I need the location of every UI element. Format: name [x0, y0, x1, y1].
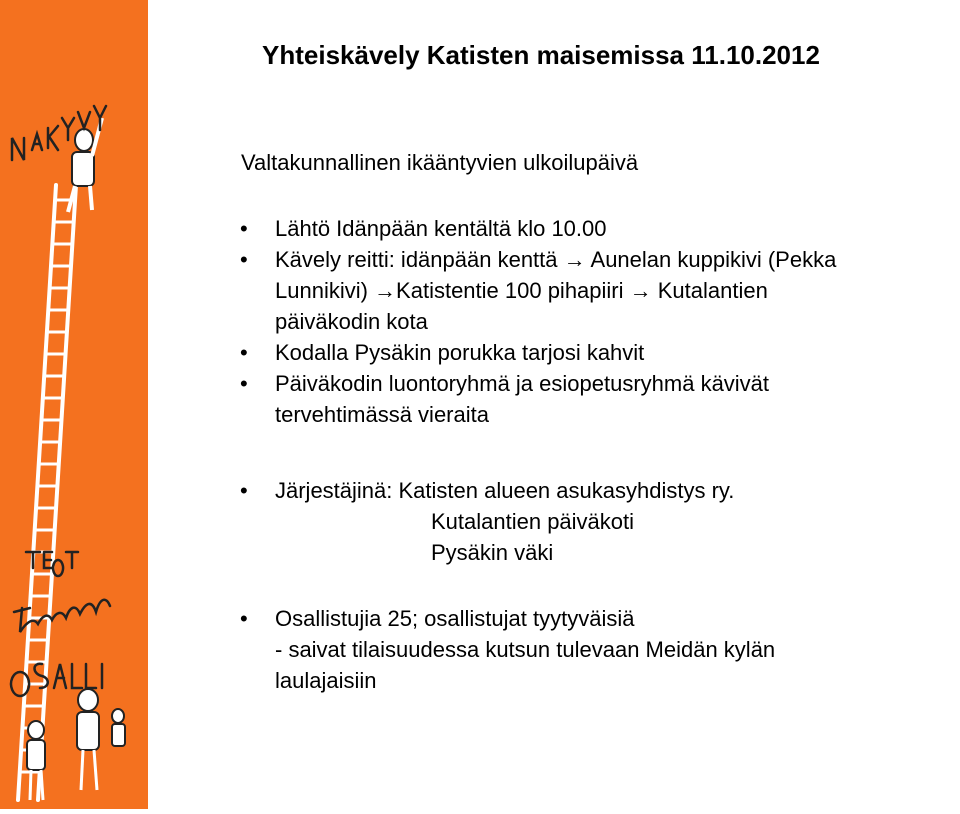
- slide-title: Yhteiskävely Katisten maisemissa 11.10.2012: [262, 40, 820, 70]
- bullet-icon: •: [240, 371, 248, 396]
- bullet-icon: •: [240, 216, 248, 241]
- list-item: [240, 475, 952, 506]
- list-item: [240, 603, 952, 634]
- bullet-icon: •: [240, 247, 248, 272]
- list-item-text: Osallistujia 25; osallistujat tyytyväisiä: [275, 606, 635, 631]
- list-item: [240, 213, 952, 244]
- list-item-continuation: tervehtimässä vieraita: [275, 402, 489, 427]
- list-item-continuation: laulajaisiin: [275, 668, 377, 693]
- bullet-list-organizers: [240, 475, 952, 568]
- list-item-continuation: Lunnikivi) →Katistentie 100 pihapiiri → Kutalantien: [275, 278, 768, 303]
- list-item-text: Kävely reitti: idänpään kenttä → Aunelan kuppikivi (Pekka: [275, 247, 837, 272]
- list-item-text: Päiväkodin luontoryhmä ja esiopetusryhmä kävivät: [275, 371, 770, 396]
- organizer-name: Pysäkin väki: [431, 540, 554, 565]
- list-item: [240, 244, 952, 275]
- bullet-list-participants: [240, 603, 952, 696]
- bullet-icon: •: [240, 340, 248, 365]
- list-item-continuation: päiväkodin kota: [275, 309, 428, 334]
- slide-subtitle: Valtakunnallinen ikääntyvien ulkoilupäivä: [241, 150, 639, 175]
- organizer-name: Kutalantien päiväkoti: [431, 509, 635, 534]
- list-item-text: Järjestäjinä: Katisten alueen asukasyhdistys ry.: [275, 478, 735, 503]
- list-item: [240, 337, 952, 368]
- bullet-icon: •: [240, 478, 248, 503]
- list-item: [240, 368, 952, 399]
- list-item-text: Kodalla Pysäkin porukka tarjosi kahvit: [275, 340, 645, 365]
- bullet-icon: •: [240, 606, 248, 631]
- list-item-text: Lähtö Idänpään kentältä klo 10.00: [275, 216, 607, 241]
- list-item-continuation: - saivat tilaisuudessa kutsun tulevaan Meidän kylän: [275, 637, 776, 662]
- bullet-list-main: [240, 213, 952, 430]
